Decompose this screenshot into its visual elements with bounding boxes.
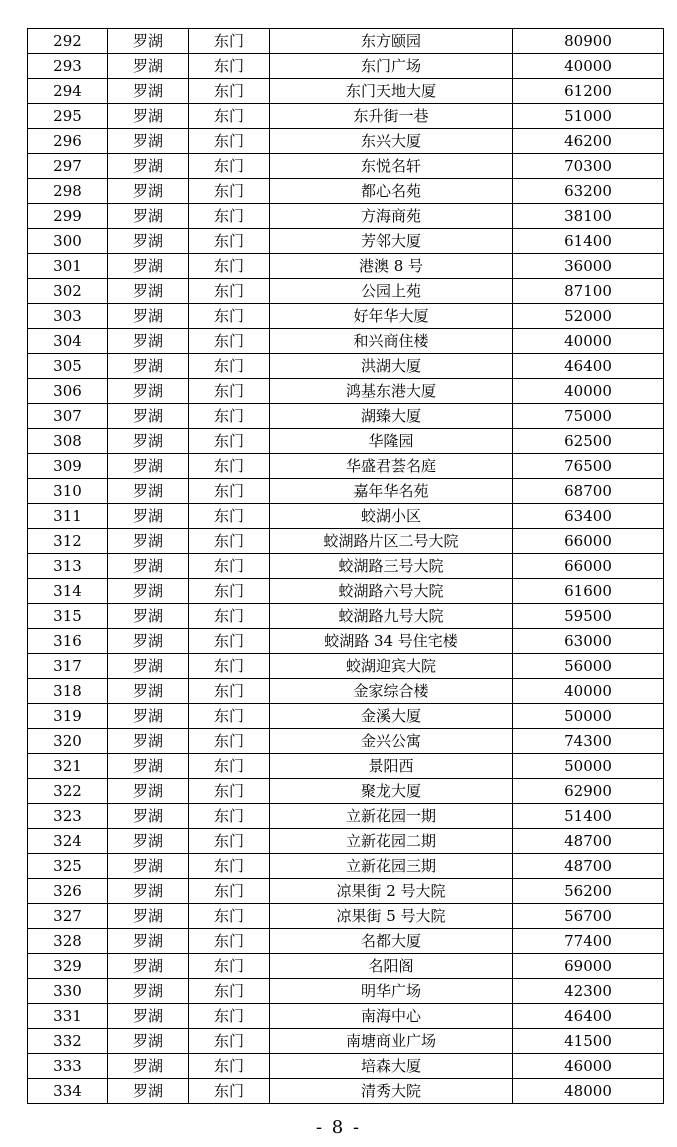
price-cell: 46200: [513, 129, 664, 154]
property-name-cell: 和兴商住楼: [270, 329, 513, 354]
property-name-cell: 金溪大厦: [270, 704, 513, 729]
property-name-cell: 蛟湖路片区二号大院: [270, 529, 513, 554]
street-cell: 东门: [189, 204, 270, 229]
row-number-cell: 298: [28, 179, 108, 204]
street-cell: 东门: [189, 529, 270, 554]
row-number-cell: 327: [28, 904, 108, 929]
row-number-cell: 324: [28, 829, 108, 854]
district-cell: 罗湖: [108, 1029, 189, 1054]
row-number-cell: 330: [28, 979, 108, 1004]
district-cell: 罗湖: [108, 704, 189, 729]
street-cell: 东门: [189, 554, 270, 579]
district-cell: 罗湖: [108, 304, 189, 329]
street-cell: 东门: [189, 829, 270, 854]
table-row: [28, 504, 664, 529]
price-cell: 46000: [513, 1054, 664, 1079]
district-cell: 罗湖: [108, 904, 189, 929]
street-cell: 东门: [189, 354, 270, 379]
table-row: [28, 179, 664, 204]
property-name-cell: 明华广场: [270, 979, 513, 1004]
street-cell: 东门: [189, 479, 270, 504]
table-row: [28, 479, 664, 504]
row-number-cell: 326: [28, 879, 108, 904]
district-cell: 罗湖: [108, 379, 189, 404]
row-number-cell: 321: [28, 754, 108, 779]
property-name-cell: 东升街一巷: [270, 104, 513, 129]
row-number-cell: 323: [28, 804, 108, 829]
district-cell: 罗湖: [108, 404, 189, 429]
street-cell: 东门: [189, 629, 270, 654]
price-cell: 66000: [513, 554, 664, 579]
street-cell: 东门: [189, 179, 270, 204]
property-name-cell: 华隆园: [270, 429, 513, 454]
price-cell: 87100: [513, 279, 664, 304]
price-cell: 63200: [513, 179, 664, 204]
row-number-cell: 301: [28, 254, 108, 279]
street-cell: 东门: [189, 104, 270, 129]
district-cell: 罗湖: [108, 354, 189, 379]
district-cell: 罗湖: [108, 204, 189, 229]
street-cell: 东门: [189, 304, 270, 329]
price-cell: 40000: [513, 379, 664, 404]
district-cell: 罗湖: [108, 504, 189, 529]
property-name-cell: 凉果街 2 号大院: [270, 879, 513, 904]
table-row: [28, 129, 664, 154]
street-cell: 东门: [189, 454, 270, 479]
price-cell: 40000: [513, 679, 664, 704]
table-row: [28, 729, 664, 754]
street-cell: 东门: [189, 929, 270, 954]
table-row: [28, 379, 664, 404]
price-cell: 59500: [513, 604, 664, 629]
property-name-cell: 金家综合楼: [270, 679, 513, 704]
table-row: [28, 954, 664, 979]
district-cell: 罗湖: [108, 479, 189, 504]
price-cell: 62500: [513, 429, 664, 454]
street-cell: 东门: [189, 604, 270, 629]
price-cell: 52000: [513, 304, 664, 329]
table-row: [28, 554, 664, 579]
row-number-cell: 334: [28, 1079, 108, 1104]
property-name-cell: 蛟湖路六号大院: [270, 579, 513, 604]
street-cell: 东门: [189, 979, 270, 1004]
property-name-cell: 东方颐园: [270, 29, 513, 54]
row-number-cell: 314: [28, 579, 108, 604]
district-cell: 罗湖: [108, 429, 189, 454]
property-name-cell: 立新花园二期: [270, 829, 513, 854]
table-row: [28, 154, 664, 179]
row-number-cell: 307: [28, 404, 108, 429]
page-number: - 8 -: [315, 1117, 362, 1138]
table-row: [28, 804, 664, 829]
row-number-cell: 317: [28, 654, 108, 679]
table-row: [28, 779, 664, 804]
price-cell: 77400: [513, 929, 664, 954]
district-cell: 罗湖: [108, 879, 189, 904]
price-cell: 61600: [513, 579, 664, 604]
district-cell: 罗湖: [108, 454, 189, 479]
table-row: [28, 579, 664, 604]
property-name-cell: 东门广场: [270, 54, 513, 79]
property-name-cell: 培森大厦: [270, 1054, 513, 1079]
street-cell: 东门: [189, 954, 270, 979]
row-number-cell: 312: [28, 529, 108, 554]
price-cell: 50000: [513, 754, 664, 779]
street-cell: 东门: [189, 79, 270, 104]
property-name-cell: 嘉年华名苑: [270, 479, 513, 504]
property-name-cell: 洪湖大厦: [270, 354, 513, 379]
district-cell: 罗湖: [108, 154, 189, 179]
district-cell: 罗湖: [108, 229, 189, 254]
price-cell: 75000: [513, 404, 664, 429]
property-name-cell: 聚龙大厦: [270, 779, 513, 804]
street-cell: 东门: [189, 229, 270, 254]
row-number-cell: 332: [28, 1029, 108, 1054]
property-name-cell: 景阳西: [270, 754, 513, 779]
street-cell: 东门: [189, 404, 270, 429]
row-number-cell: 319: [28, 704, 108, 729]
street-cell: 东门: [189, 779, 270, 804]
street-cell: 东门: [189, 804, 270, 829]
price-cell: 69000: [513, 954, 664, 979]
district-cell: 罗湖: [108, 179, 189, 204]
district-cell: 罗湖: [108, 54, 189, 79]
street-cell: 东门: [189, 29, 270, 54]
price-cell: 46400: [513, 1004, 664, 1029]
property-name-cell: 芳邻大厦: [270, 229, 513, 254]
row-number-cell: 320: [28, 729, 108, 754]
price-cell: 48700: [513, 829, 664, 854]
district-cell: 罗湖: [108, 979, 189, 1004]
property-name-cell: 东悦名轩: [270, 154, 513, 179]
row-number-cell: 306: [28, 379, 108, 404]
row-number-cell: 325: [28, 854, 108, 879]
table-body: [28, 29, 664, 1104]
district-cell: 罗湖: [108, 1054, 189, 1079]
property-name-cell: 蛟湖迎宾大院: [270, 654, 513, 679]
table-row: [28, 1054, 664, 1079]
row-number-cell: 302: [28, 279, 108, 304]
row-number-cell: 331: [28, 1004, 108, 1029]
table-row: [28, 304, 664, 329]
table-row: [28, 79, 664, 104]
price-cell: 51400: [513, 804, 664, 829]
street-cell: 东门: [189, 329, 270, 354]
street-cell: 东门: [189, 1004, 270, 1029]
street-cell: 东门: [189, 1029, 270, 1054]
row-number-cell: 296: [28, 129, 108, 154]
row-number-cell: 292: [28, 29, 108, 54]
table-row: [28, 29, 664, 54]
table-row: [28, 979, 664, 1004]
property-name-cell: 方海商苑: [270, 204, 513, 229]
row-number-cell: 304: [28, 329, 108, 354]
price-cell: 40000: [513, 54, 664, 79]
price-cell: 51000: [513, 104, 664, 129]
property-name-cell: 蛟湖小区: [270, 504, 513, 529]
price-cell: 70300: [513, 154, 664, 179]
property-name-cell: 蛟湖路三号大院: [270, 554, 513, 579]
price-cell: 46400: [513, 354, 664, 379]
table-row: [28, 629, 664, 654]
table-row: [28, 229, 664, 254]
row-number-cell: 309: [28, 454, 108, 479]
street-cell: 东门: [189, 54, 270, 79]
district-cell: 罗湖: [108, 1004, 189, 1029]
property-name-cell: 凉果街 5 号大院: [270, 904, 513, 929]
row-number-cell: 315: [28, 604, 108, 629]
table-row: [28, 654, 664, 679]
table-row: [28, 429, 664, 454]
price-cell: 38100: [513, 204, 664, 229]
row-number-cell: 310: [28, 479, 108, 504]
table-row: [28, 1004, 664, 1029]
district-cell: 罗湖: [108, 104, 189, 129]
table-row: [28, 704, 664, 729]
table-row: [28, 854, 664, 879]
row-number-cell: 299: [28, 204, 108, 229]
district-cell: 罗湖: [108, 554, 189, 579]
property-name-cell: 东兴大厦: [270, 129, 513, 154]
property-name-cell: 湖臻大厦: [270, 404, 513, 429]
district-cell: 罗湖: [108, 779, 189, 804]
property-name-cell: 鸿基东港大厦: [270, 379, 513, 404]
table-row: [28, 529, 664, 554]
street-cell: 东门: [189, 579, 270, 604]
street-cell: 东门: [189, 754, 270, 779]
table-row: [28, 1079, 664, 1104]
street-cell: 东门: [189, 279, 270, 304]
price-cell: 56700: [513, 904, 664, 929]
property-name-cell: 华盛君荟名庭: [270, 454, 513, 479]
property-name-cell: 清秀大院: [270, 1079, 513, 1104]
district-cell: 罗湖: [108, 129, 189, 154]
price-cell: 41500: [513, 1029, 664, 1054]
table-row: [28, 254, 664, 279]
price-cell: 63400: [513, 504, 664, 529]
price-cell: 74300: [513, 729, 664, 754]
price-cell: 40000: [513, 329, 664, 354]
table-row: [28, 1029, 664, 1054]
row-number-cell: 311: [28, 504, 108, 529]
district-cell: 罗湖: [108, 679, 189, 704]
street-cell: 东门: [189, 429, 270, 454]
district-cell: 罗湖: [108, 604, 189, 629]
property-name-cell: 南海中心: [270, 1004, 513, 1029]
district-cell: 罗湖: [108, 854, 189, 879]
street-cell: 东门: [189, 1054, 270, 1079]
row-number-cell: 294: [28, 79, 108, 104]
district-cell: 罗湖: [108, 829, 189, 854]
price-cell: 56200: [513, 879, 664, 904]
street-cell: 东门: [189, 654, 270, 679]
price-cell: 61200: [513, 79, 664, 104]
price-cell: 68700: [513, 479, 664, 504]
table-row: [28, 904, 664, 929]
property-name-cell: 好年华大厦: [270, 304, 513, 329]
property-name-cell: 名阳阁: [270, 954, 513, 979]
district-cell: 罗湖: [108, 754, 189, 779]
district-cell: 罗湖: [108, 254, 189, 279]
district-cell: 罗湖: [108, 929, 189, 954]
property-name-cell: 东门天地大厦: [270, 79, 513, 104]
street-cell: 东门: [189, 1079, 270, 1104]
row-number-cell: 333: [28, 1054, 108, 1079]
price-cell: 56000: [513, 654, 664, 679]
price-cell: 48000: [513, 1079, 664, 1104]
row-number-cell: 295: [28, 104, 108, 129]
district-cell: 罗湖: [108, 629, 189, 654]
row-number-cell: 300: [28, 229, 108, 254]
row-number-cell: 303: [28, 304, 108, 329]
district-cell: 罗湖: [108, 29, 189, 54]
table-row: [28, 329, 664, 354]
street-cell: 东门: [189, 854, 270, 879]
price-cell: 63000: [513, 629, 664, 654]
table-row: [28, 879, 664, 904]
row-number-cell: 297: [28, 154, 108, 179]
street-cell: 东门: [189, 704, 270, 729]
street-cell: 东门: [189, 879, 270, 904]
street-cell: 东门: [189, 129, 270, 154]
table-row: [28, 279, 664, 304]
price-cell: 61400: [513, 229, 664, 254]
district-cell: 罗湖: [108, 1079, 189, 1104]
price-cell: 42300: [513, 979, 664, 1004]
district-cell: 罗湖: [108, 329, 189, 354]
district-cell: 罗湖: [108, 729, 189, 754]
table-row: [28, 679, 664, 704]
property-name-cell: 都心名苑: [270, 179, 513, 204]
table-row: [28, 829, 664, 854]
row-number-cell: 318: [28, 679, 108, 704]
property-name-cell: 蛟湖路 34 号住宅楼: [270, 629, 513, 654]
district-cell: 罗湖: [108, 654, 189, 679]
price-cell: 66000: [513, 529, 664, 554]
property-name-cell: 公园上苑: [270, 279, 513, 304]
row-number-cell: 322: [28, 779, 108, 804]
property-name-cell: 港澳 8 号: [270, 254, 513, 279]
district-cell: 罗湖: [108, 954, 189, 979]
property-name-cell: 立新花园三期: [270, 854, 513, 879]
row-number-cell: 313: [28, 554, 108, 579]
price-cell: 36000: [513, 254, 664, 279]
row-number-cell: 293: [28, 54, 108, 79]
street-cell: 东门: [189, 904, 270, 929]
table-row: [28, 354, 664, 379]
row-number-cell: 316: [28, 629, 108, 654]
price-cell: 80900: [513, 29, 664, 54]
price-cell: 48700: [513, 854, 664, 879]
row-number-cell: 329: [28, 954, 108, 979]
table-row: [28, 54, 664, 79]
district-cell: 罗湖: [108, 529, 189, 554]
property-name-cell: 南塘商业广场: [270, 1029, 513, 1054]
property-name-cell: 名都大厦: [270, 929, 513, 954]
property-name-cell: 立新花园一期: [270, 804, 513, 829]
district-cell: 罗湖: [108, 79, 189, 104]
street-cell: 东门: [189, 729, 270, 754]
district-cell: 罗湖: [108, 579, 189, 604]
price-cell: 50000: [513, 704, 664, 729]
table-row: [28, 604, 664, 629]
table-row: [28, 929, 664, 954]
table-row: [28, 404, 664, 429]
table-row: [28, 104, 664, 129]
table-row: [28, 754, 664, 779]
row-number-cell: 308: [28, 429, 108, 454]
district-cell: 罗湖: [108, 804, 189, 829]
table-row: [28, 204, 664, 229]
row-number-cell: 305: [28, 354, 108, 379]
property-name-cell: 蛟湖路九号大院: [270, 604, 513, 629]
street-cell: 东门: [189, 154, 270, 179]
street-cell: 东门: [189, 254, 270, 279]
price-cell: 76500: [513, 454, 664, 479]
street-cell: 东门: [189, 379, 270, 404]
property-name-cell: 金兴公寓: [270, 729, 513, 754]
district-cell: 罗湖: [108, 279, 189, 304]
price-cell: 62900: [513, 779, 664, 804]
street-cell: 东门: [189, 679, 270, 704]
price-table: [27, 28, 664, 1104]
table-row: [28, 454, 664, 479]
row-number-cell: 328: [28, 929, 108, 954]
street-cell: 东门: [189, 504, 270, 529]
